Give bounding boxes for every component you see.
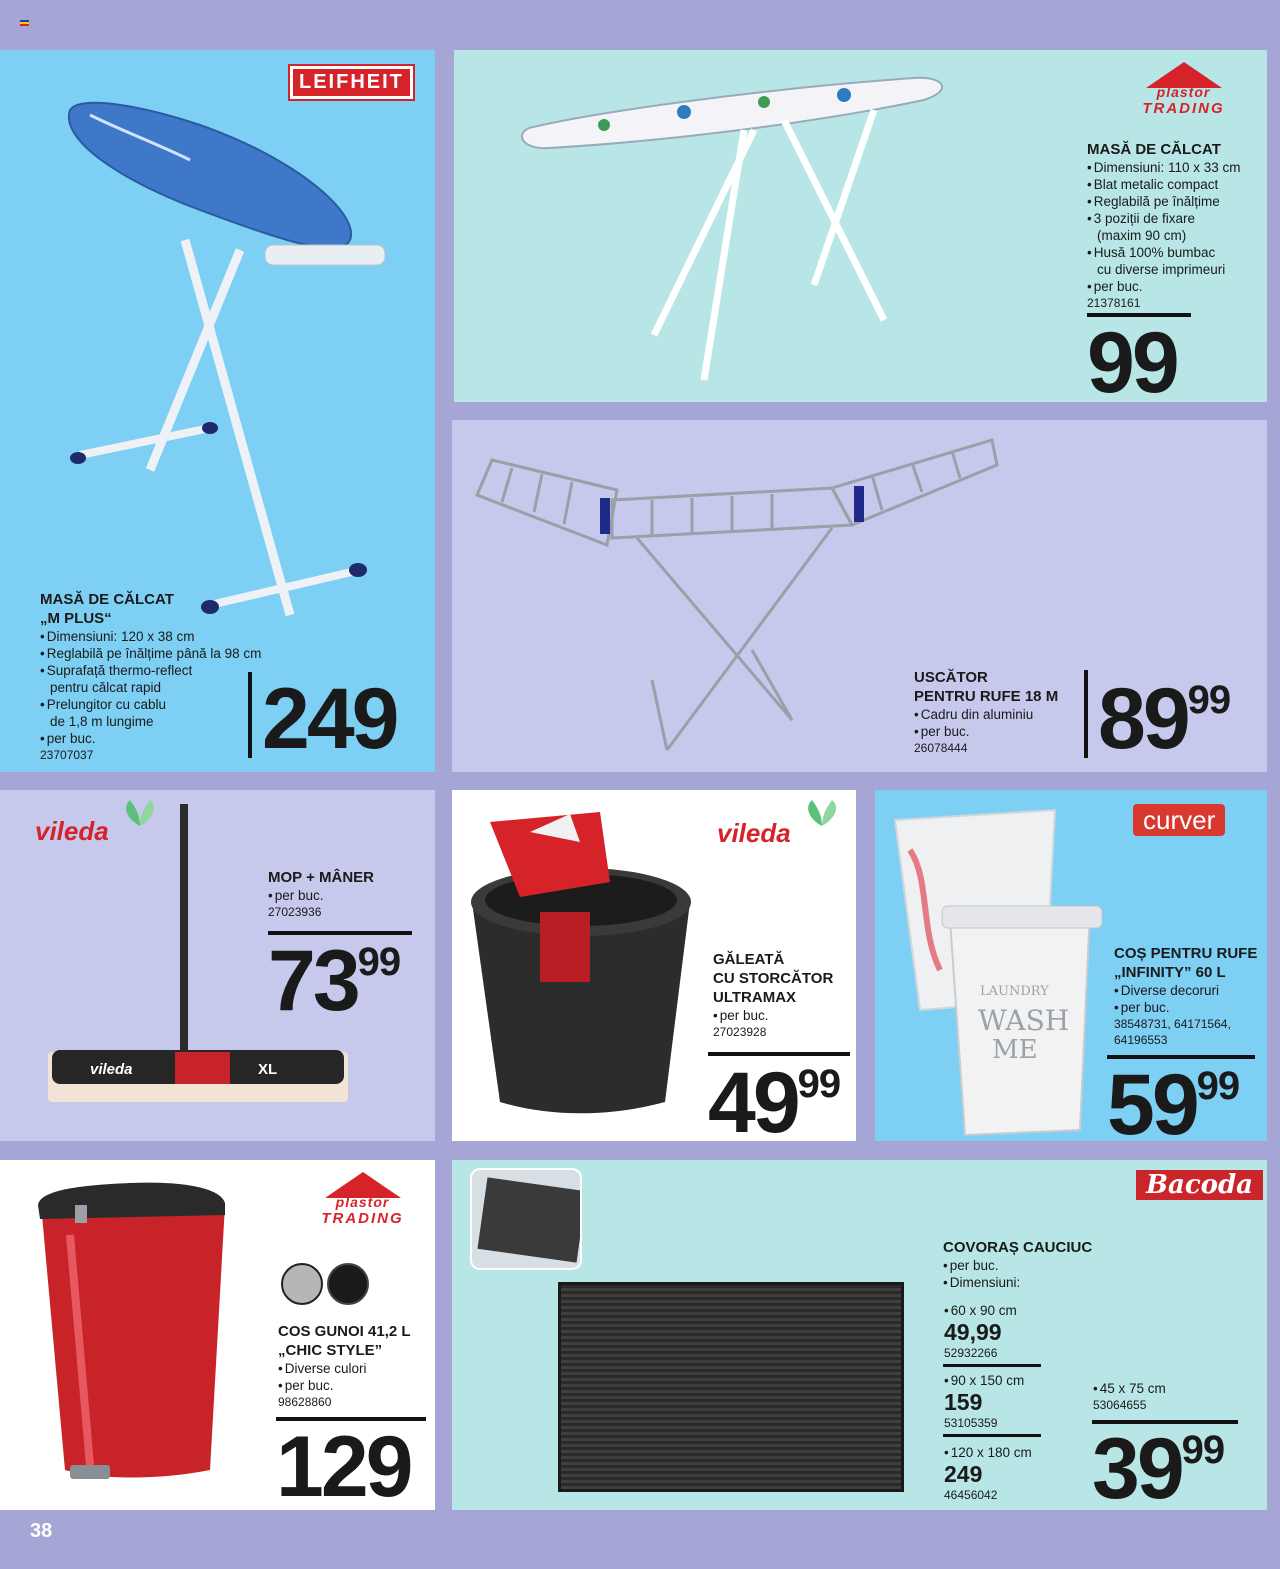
price-value: 249 xyxy=(262,671,397,767)
price-integer: 73 xyxy=(268,933,358,1029)
product-code: 27023936 xyxy=(268,905,322,919)
spec-per-unit: • per buc. xyxy=(713,1007,833,1024)
product-title-line1: USCĂTOR xyxy=(914,669,988,686)
product-details xyxy=(943,1238,1092,1291)
basket-laundry-text: LAUNDRY xyxy=(980,984,1049,999)
size-price: 249 xyxy=(944,1461,983,1487)
size-divider xyxy=(943,1364,1041,1367)
product-title: COVORAȘ CAUCIUC xyxy=(943,1239,1093,1256)
product-code: 21378161 xyxy=(1087,296,1141,310)
basket-me-text: ME xyxy=(992,1035,1038,1065)
vileda-logo: vileda xyxy=(717,818,791,848)
product-title-line1: COS GUNOI 41,2 L xyxy=(278,1323,411,1340)
mat-detail-thumbnail xyxy=(470,1168,582,1270)
size-option-120x180 xyxy=(944,1444,1032,1503)
price-integer: 89 xyxy=(1098,671,1188,767)
product-title-line3: ULTRAMAX xyxy=(713,989,797,1006)
size-price: 159 xyxy=(944,1389,983,1415)
price xyxy=(262,671,397,767)
price-integer: 39 xyxy=(1092,1421,1182,1510)
product-title-line2: PENTRU RUFE 18 M xyxy=(914,688,1059,705)
trash-can-image xyxy=(30,1175,250,1505)
size-divider xyxy=(943,1434,1041,1437)
price-integer: 49 xyxy=(708,1055,798,1141)
size-option-90x150 xyxy=(944,1372,1024,1431)
bottom-bar xyxy=(0,1510,1280,1569)
product-panel-laundry-basket xyxy=(875,790,1267,1141)
product-title-line2: „M PLUS“ xyxy=(40,610,112,627)
ironing-board-floral-image xyxy=(454,50,1054,402)
vileda-logo: vileda xyxy=(35,816,109,846)
spec-top: • Blat metalic compact xyxy=(1087,176,1241,193)
spec-per-unit: • per buc. xyxy=(1087,278,1241,295)
spec-decor: • Diverse decoruri xyxy=(1114,982,1257,999)
product-title-line1: GĂLEATĂ xyxy=(713,951,785,968)
top-bar xyxy=(0,0,1280,50)
product-title-line1: MASĂ DE CĂLCAT xyxy=(40,591,174,608)
size-option-45x75 xyxy=(1093,1380,1166,1413)
spec-cover-cont: cu diverse imprimeuri xyxy=(1097,262,1226,277)
page-number: 38 xyxy=(30,1520,53,1542)
price xyxy=(276,1419,411,1510)
product-panel-bucket xyxy=(452,790,856,1141)
plastor-trading-logo xyxy=(1126,62,1241,117)
price xyxy=(268,933,401,1029)
vileda-leaf-icon xyxy=(802,798,842,828)
spec-height: • Reglabilă pe înălțime până la 98 cm xyxy=(40,645,261,662)
spec-surface-cont: pentru călcat rapid xyxy=(50,680,162,695)
logo-trading-text: TRADING xyxy=(321,1210,404,1227)
product-code: 26078444 xyxy=(914,741,968,755)
product-details xyxy=(1087,140,1241,311)
price-value: 99 xyxy=(1087,315,1177,402)
product-panel-trash-can xyxy=(0,1160,435,1510)
rubber-mat-image xyxy=(558,1282,904,1492)
spec-per-unit: • per buc. xyxy=(1114,999,1257,1016)
price-cents: 99 xyxy=(1196,1064,1240,1108)
color-swatch-black xyxy=(327,1263,369,1305)
size-label: • 60 x 90 cm xyxy=(944,1302,1017,1319)
spec-cable: • Prelungitor cu cablu xyxy=(40,696,261,713)
mop-brand-text: vileda xyxy=(90,1061,133,1078)
leifheit-logo: LEIFHEIT xyxy=(290,66,413,99)
mat-detail-image xyxy=(477,1177,582,1262)
spec-cable-cont: de 1,8 m lungime xyxy=(50,714,154,729)
spec-per-unit: • per buc. xyxy=(278,1377,411,1394)
color-swatch-grey xyxy=(281,1263,323,1305)
logo-plastor-text: plastor xyxy=(335,1194,390,1210)
product-details xyxy=(278,1322,411,1410)
spec-per-unit: • per buc. xyxy=(268,887,374,904)
size-code: 53105359 xyxy=(944,1416,998,1430)
product-details xyxy=(713,950,833,1040)
price xyxy=(1087,315,1177,402)
price xyxy=(708,1055,841,1141)
product-title: MOP + MÂNER xyxy=(268,869,374,886)
spec-dimensions: • Dimensiuni: 120 x 38 cm xyxy=(40,628,261,645)
spec-positions: • 3 poziții de fixare xyxy=(1087,210,1241,227)
spec-dimensions-label: • Dimensiuni: xyxy=(943,1274,1092,1291)
product-code-1: 38548731, 64171564, xyxy=(1114,1017,1231,1031)
logo-plastor-text: plastor xyxy=(1156,84,1211,100)
spec-per-unit: • per buc. xyxy=(943,1257,1092,1274)
laundry-basket-image xyxy=(880,790,1120,1141)
basket-wash-text: WASH xyxy=(978,1004,1070,1037)
spec-cover: • Husă 100% bumbac xyxy=(1087,244,1241,261)
spec-surface: • Suprafață thermo-reflect xyxy=(40,662,261,679)
price-cents: 99 xyxy=(1181,1428,1225,1472)
size-code: 46456042 xyxy=(944,1488,998,1502)
size-label: • 45 x 75 cm xyxy=(1093,1380,1166,1397)
size-label: • 90 x 150 cm xyxy=(944,1372,1024,1389)
spec-positions-cont: (maxim 90 cm) xyxy=(1097,228,1187,243)
curver-logo: curver xyxy=(1133,804,1225,836)
spec-height: • Reglabilă pe înălțime xyxy=(1087,193,1241,210)
product-panel-clothes-dryer xyxy=(452,420,1267,772)
product-panel-rubber-mat xyxy=(452,1160,1267,1510)
size-code: 52932266 xyxy=(944,1346,998,1360)
price-cents: 99 xyxy=(1187,678,1231,722)
product-title-line2: „INFINITY” 60 L xyxy=(1114,964,1226,981)
product-title: MASĂ DE CĂLCAT xyxy=(1087,141,1221,158)
product-title-line2: CU STORCĂTOR xyxy=(713,970,834,987)
spec-per-unit: • per buc. xyxy=(914,723,1058,740)
price-divider xyxy=(1084,670,1088,758)
mop-size-text: XL xyxy=(258,1061,278,1078)
product-code: 23707037 xyxy=(40,748,94,762)
size-option-60x90 xyxy=(944,1302,1017,1361)
product-title-line1: COȘ PENTRU RUFE xyxy=(1114,945,1258,962)
spec-per-unit: • per buc. xyxy=(40,730,261,747)
spec-frame: • Cadru din aluminiu xyxy=(914,706,1058,723)
bacoda-logo: Bacoda xyxy=(1136,1170,1263,1200)
size-code: 53064655 xyxy=(1093,1398,1147,1412)
product-details xyxy=(268,868,374,920)
product-panel-mop xyxy=(0,790,435,1141)
product-code: 27023928 xyxy=(713,1025,767,1039)
price xyxy=(1107,1057,1240,1141)
product-code: 98628860 xyxy=(278,1395,332,1409)
logo-trading-text: TRADING xyxy=(1142,100,1225,117)
size-label: • 120 x 180 cm xyxy=(944,1444,1032,1461)
plastor-trading-logo xyxy=(305,1172,420,1227)
product-details xyxy=(40,590,261,763)
product-code-2: 64196553 xyxy=(1114,1033,1168,1047)
price xyxy=(1092,1421,1225,1510)
spec-colors: • Diverse culori xyxy=(278,1360,411,1377)
price-value: 129 xyxy=(276,1419,411,1510)
bucket-image xyxy=(460,802,710,1132)
product-panel-ironing-board-m-plus xyxy=(0,50,435,772)
product-details xyxy=(914,668,1058,756)
price-cents: 99 xyxy=(357,940,401,984)
price-divider xyxy=(248,672,252,758)
price xyxy=(1098,671,1231,767)
spec-dimensions: • Dimensiuni: 110 x 33 cm xyxy=(1087,159,1241,176)
price-cents: 99 xyxy=(797,1062,841,1106)
flag-icon xyxy=(20,20,29,26)
price-integer: 59 xyxy=(1107,1057,1197,1141)
size-price: 49,99 xyxy=(944,1319,1002,1345)
product-details xyxy=(1114,944,1257,1048)
product-panel-ironing-board xyxy=(454,50,1267,402)
product-title-line2: „CHIC STYLE” xyxy=(278,1342,383,1359)
